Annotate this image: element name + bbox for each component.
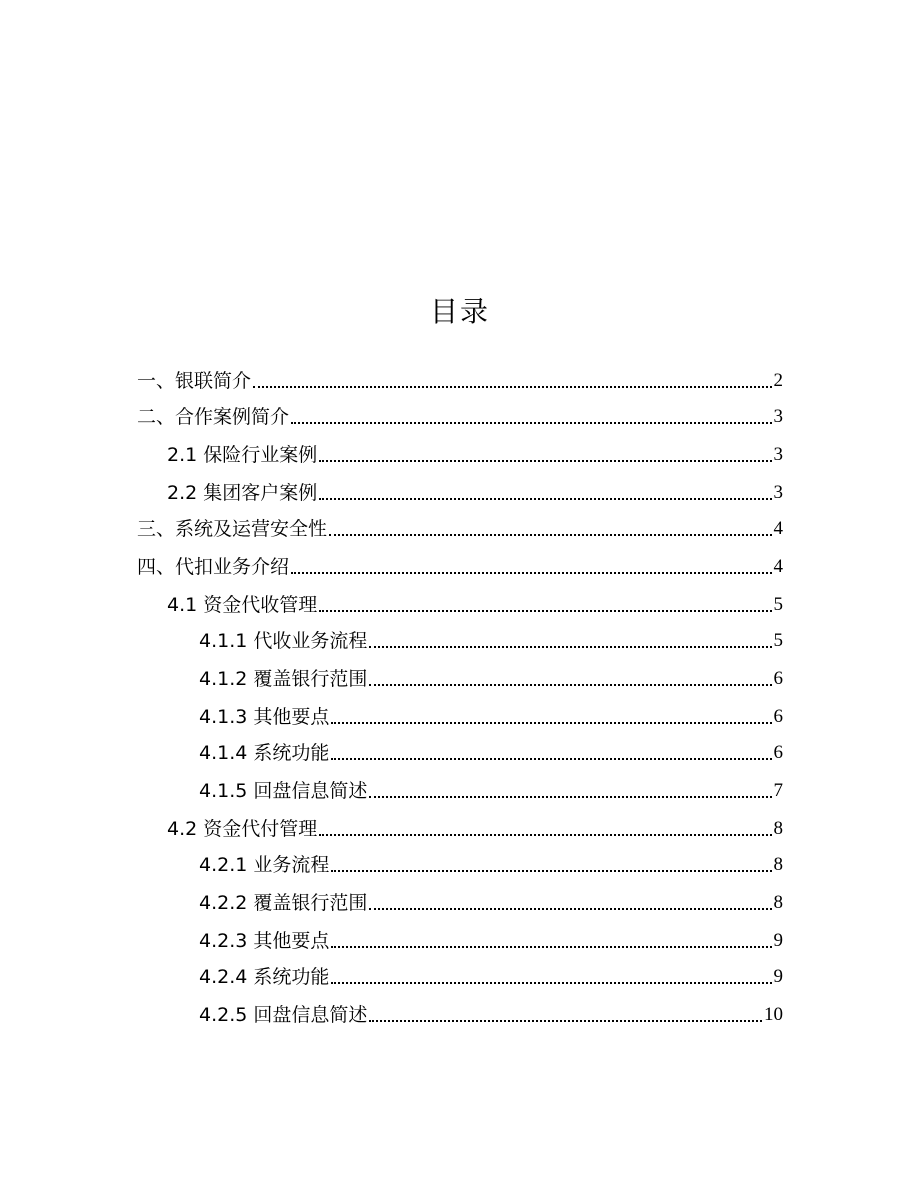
toc-entry-label: 4.1.2 覆盖银行范围: [199, 668, 368, 690]
toc-entry-page: 8: [773, 818, 783, 839]
toc-entry-label: 一、银联简介: [137, 370, 252, 392]
toc-entry-page: 10: [764, 1004, 783, 1025]
toc-entry-label: 2.1 保险行业案例: [167, 444, 318, 466]
dot-leader: [253, 386, 771, 388]
toc-entry-page: 8: [773, 854, 783, 875]
toc-entry-page: 3: [773, 406, 783, 427]
dot-leader: [369, 646, 771, 648]
toc-entry[interactable]: [199, 962, 783, 992]
toc-entry[interactable]: [199, 626, 783, 656]
toc-entry-page: 6: [773, 706, 783, 727]
dot-leader: [329, 534, 771, 536]
toc-entry-label: 4.2.1 业务流程: [199, 854, 330, 876]
toc-entry[interactable]: [137, 552, 783, 582]
toc-entry-label: 4.2.2 覆盖银行范围: [199, 892, 368, 914]
toc-entry-page: 9: [773, 930, 783, 951]
toc-entry[interactable]: [137, 366, 783, 396]
toc-entry[interactable]: [167, 814, 783, 844]
toc-entry[interactable]: [199, 738, 783, 768]
toc-entry-page: 6: [773, 668, 783, 689]
dot-leader: [331, 946, 771, 948]
toc-entry-page: 3: [773, 482, 783, 503]
toc-entry-label: 4.2.4 系统功能: [199, 966, 330, 988]
toc-entry[interactable]: [199, 702, 783, 732]
dot-leader: [369, 684, 771, 686]
dot-leader: [369, 908, 771, 910]
toc-entry[interactable]: [199, 888, 783, 918]
toc-entry-label: 4.1.3 其他要点: [199, 706, 330, 728]
toc-entry-label: 4.1.4 系统功能: [199, 742, 330, 764]
toc-entry-label: 二、合作案例简介: [137, 406, 290, 428]
toc-entry-label: 四、代扣业务介绍: [137, 556, 290, 578]
toc-entry[interactable]: [199, 926, 783, 956]
dot-leader: [319, 834, 771, 836]
toc-entry[interactable]: [167, 440, 783, 470]
dot-leader: [331, 722, 771, 724]
toc-entry-label: 4.1.1 代收业务流程: [199, 630, 368, 652]
toc-entry-label: 4.1 资金代收管理: [167, 594, 318, 616]
toc-entry[interactable]: [199, 1000, 783, 1030]
toc-entry[interactable]: [167, 478, 783, 508]
toc-entry-page: 5: [773, 594, 783, 615]
toc-entry-page: 2: [773, 370, 783, 391]
toc-entry-page: 4: [773, 556, 783, 577]
toc-entry-label: 4.2.3 其他要点: [199, 930, 330, 952]
toc-entry[interactable]: [137, 514, 783, 544]
toc-entry-page: 8: [773, 892, 783, 913]
toc-entry-page: 3: [773, 444, 783, 465]
toc-entry[interactable]: [167, 590, 783, 620]
toc-entry-page: 6: [773, 742, 783, 763]
dot-leader: [369, 796, 771, 798]
toc-entry-label: 4.1.5 回盘信息简述: [199, 780, 368, 802]
toc-entry[interactable]: [199, 850, 783, 880]
toc-entry-label: 2.2 集团客户案例: [167, 482, 318, 504]
dot-leader: [331, 870, 771, 872]
toc-entry[interactable]: [199, 664, 783, 694]
toc-entry-label: 三、系统及运营安全性: [137, 518, 328, 540]
toc-entry-label: 4.2 资金代付管理: [167, 818, 318, 840]
toc-entry-page: 9: [773, 966, 783, 987]
dot-leader: [331, 982, 771, 984]
dot-leader: [331, 758, 771, 760]
toc-title: 目录: [429, 295, 490, 328]
dot-leader: [369, 1020, 762, 1022]
toc-entry-page: 7: [773, 780, 783, 801]
dot-leader: [291, 422, 771, 424]
toc-entry-page: 5: [773, 630, 783, 651]
toc-entry[interactable]: [137, 402, 783, 432]
dot-leader: [291, 572, 771, 574]
toc-entry-page: 4: [773, 518, 783, 539]
toc-entry[interactable]: [199, 776, 783, 806]
dot-leader: [319, 460, 771, 462]
dot-leader: [319, 498, 771, 500]
toc-entry-label: 4.2.5 回盘信息简述: [199, 1004, 368, 1026]
dot-leader: [319, 610, 771, 612]
